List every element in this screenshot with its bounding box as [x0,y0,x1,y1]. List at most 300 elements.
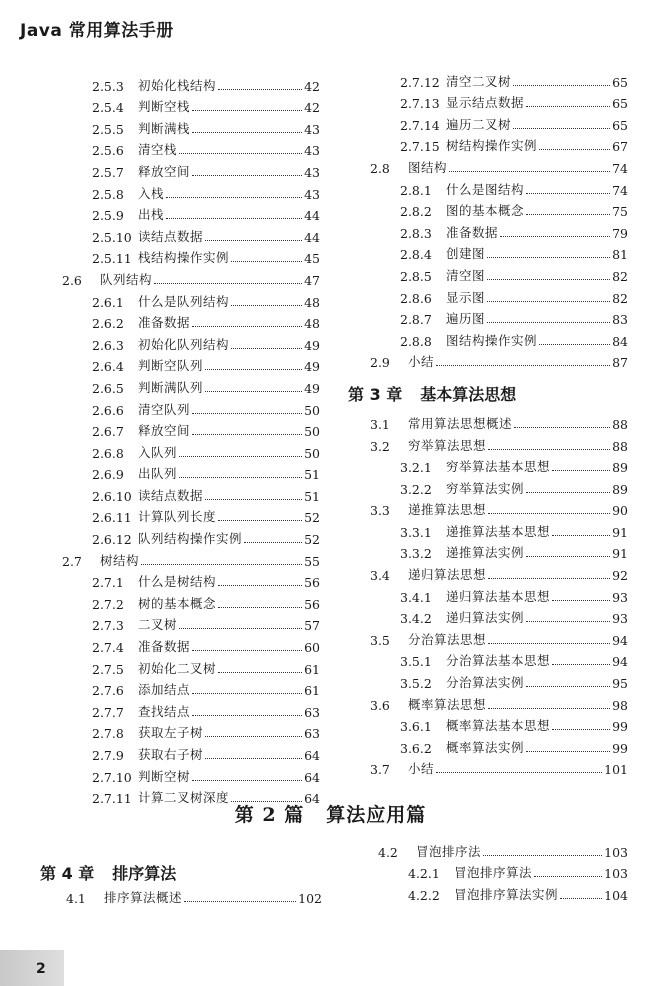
toc-entry-title: 清空栈 [138,142,178,158]
toc-entry-number: 2.5.9 [92,208,124,224]
toc-entry-number: 2.8.5 [400,268,432,284]
toc-entry [370,583,628,605]
toc-entry [370,648,628,670]
toc-entry-title: 入栈 [138,185,165,201]
toc-entry-number: 2.6.8 [92,445,124,461]
toc-entry-title: 递推算法基本思想 [446,523,551,539]
toc-entry-page: 43 [304,121,320,137]
toc-entry [370,756,628,778]
toc-entry [62,418,320,440]
toc-entry-number: 2.7 [62,553,82,569]
toc-entry-number: 2.6.12 [92,532,132,548]
toc-entry-title: 准备数据 [138,639,191,655]
toc-entry-title: 获取左子树 [138,725,204,741]
dot-leader [552,469,610,471]
toc-entry-number: 4.1 [66,890,86,906]
toc-entry-page: 91 [612,524,628,540]
toc-entry-number: 4.2 [378,844,398,860]
toc-entry-number: 2.5.7 [92,164,124,180]
toc-entry [62,158,320,180]
toc-entry-title: 读结点数据 [138,228,204,244]
toc-entry-title: 准备数据 [138,315,191,331]
dot-leader [205,498,302,500]
toc-entry-page: 43 [304,186,320,202]
dot-leader [539,343,610,345]
toc-entry-page: 43 [304,164,320,180]
dot-leader [192,131,302,133]
toc-entry-number: 3.4 [370,568,390,584]
toc-entry-page: 101 [604,762,628,778]
toc-entry-title: 出队列 [138,466,178,482]
dot-leader [154,282,302,284]
dot-leader [244,541,302,543]
dot-leader [218,606,302,608]
toc-entry-title: 初始化栈结构 [138,77,217,93]
toc-entry-number: 3.5.1 [400,654,432,670]
dot-leader [184,900,296,902]
toc-chapter-4-right-list [378,838,628,903]
dot-leader [231,347,302,349]
toc-entry-page: 81 [612,247,628,263]
dot-leader [205,368,302,370]
toc-entry-page: 74 [612,182,628,198]
toc-entry-page: 90 [612,503,628,519]
dot-leader [166,217,302,219]
toc-entry [370,306,628,328]
dot-leader [488,448,610,450]
toc-entry [370,669,628,691]
toc-entry-title: 什么是队列结构 [138,293,230,309]
toc-entry-number: 2.7.8 [92,726,124,742]
toc-entry [370,432,628,454]
toc-entry [370,198,628,220]
toc-entry-page: 93 [612,589,628,605]
dot-leader [179,455,302,457]
toc-entry-number: 2.7.4 [92,640,124,656]
toc-entry-number: 2.6.1 [92,294,124,310]
toc-entry-page: 56 [304,596,320,612]
toc-entry-number: 2.5.6 [92,143,124,159]
toc-entry-number: 2.8.1 [400,182,432,198]
chapter-4-title: 排序算法 [112,863,177,883]
dot-leader [513,127,610,129]
toc-entry-page: 87 [612,355,628,371]
toc-entry-number: 3.3.1 [400,524,432,540]
dot-leader [192,433,302,435]
toc-entry-number: 2.6.7 [92,424,124,440]
toc-entry-title: 添加结点 [138,682,191,698]
toc-entry-title: 递归算法实例 [446,610,525,626]
toc-entry-number: 2.8.8 [400,333,432,349]
toc-entry-page: 92 [612,568,628,584]
dot-leader [526,491,610,493]
toc-entry [370,154,628,176]
chapter-3-label: 第 3 章 [348,384,403,404]
toc-entry-number: 2.6.2 [92,316,124,332]
toc-entry-page: 84 [612,333,628,349]
toc-entry [62,590,320,612]
toc-entry-title: 递推算法实例 [446,545,525,561]
toc-entry-number: 2.7.13 [400,96,440,112]
toc-entry-number: 2.5.5 [92,121,124,137]
toc-entry-page: 64 [304,748,320,763]
toc-entry [62,569,320,591]
toc-entry-number: 2.6.5 [92,380,124,396]
toc-entry-page: 82 [612,290,628,306]
toc-entry-page: 74 [612,160,628,176]
toc-entry-title: 栈结构操作实例 [138,250,230,266]
toc-entry-page: 88 [612,416,628,432]
toc-entry-title: 获取右子树 [138,747,204,762]
toc-entry-number: 2.8.6 [400,290,432,306]
toc-entry [62,612,320,634]
toc-entry-page: 75 [612,204,628,220]
toc-entry [370,410,628,432]
toc-entry-page: 49 [304,337,320,353]
toc-entry-number: 3.7 [370,762,390,778]
toc-entry-page: 50 [304,402,320,418]
toc-entry-page: 61 [304,661,320,677]
dot-leader [166,196,302,198]
dot-leader [231,260,302,262]
chapter-3-title: 基本算法思想 [420,384,517,404]
toc-entry-number: 3.4.2 [400,611,432,627]
toc-entry [62,525,320,547]
toc-entry-title: 显示图 [446,289,486,305]
toc-entry [370,90,628,112]
toc-entry [370,219,628,241]
toc-entry [62,137,320,159]
page-number: 2 [36,961,46,977]
toc-entry-title: 释放空间 [138,163,191,179]
toc-entry-page: 42 [304,100,320,116]
dot-leader [488,577,610,579]
toc-entry [370,241,628,263]
toc-entry-number: 2.8.7 [400,312,432,328]
toc-entry [378,838,628,860]
toc-entry-page: 95 [612,676,628,692]
dot-leader [192,109,302,111]
toc-entry [62,288,320,310]
toc-entry-title: 树结构 [100,552,140,568]
dot-leader [141,563,302,565]
dot-leader [192,692,302,694]
toc-entry-title: 判断满队列 [138,379,204,395]
toc-entry [62,374,320,396]
toc-entry [370,176,628,198]
dot-leader [192,325,302,327]
dot-leader [526,555,610,557]
toc-entry-number: 2.7.2 [92,596,124,612]
toc-entry-title: 小结 [408,354,435,370]
toc-entry-page: 83 [612,312,628,328]
dot-leader [526,620,610,622]
toc-entry-title: 初始化队列结构 [138,336,230,352]
toc-entry-page: 99 [612,740,628,756]
toc-entry [370,475,628,497]
toc-right-column [348,68,628,778]
toc-entry-title: 概率算法思想 [408,696,487,712]
toc-entry [62,741,320,763]
toc-entry-page: 44 [304,208,320,224]
toc-entry-page: 102 [298,890,322,906]
toc-entry-title: 队列结构 [100,271,153,287]
toc-entry-number: 3.6 [370,697,390,713]
toc-entry-page: 67 [612,139,628,155]
toc-entry-title: 队列结构操作实例 [138,531,243,547]
toc-entry-page: 45 [304,251,320,267]
dot-leader [179,476,302,478]
toc-entry-title: 遍历二叉树 [446,116,512,132]
toc-entry-page: 99 [612,719,628,735]
toc-entry-title: 释放空间 [138,423,191,439]
toc-entry-number: 3.6.2 [400,740,432,756]
toc-entry-title: 分治算法基本思想 [446,653,551,669]
toc-entry [62,72,320,94]
toc-entry [66,884,322,906]
toc-entry-page: 48 [304,316,320,332]
toc-entry [378,860,628,882]
toc-entry [370,691,628,713]
dot-leader [526,105,610,107]
toc-entry-page: 64 [304,791,320,807]
toc-entry-number: 2.6 [62,272,82,288]
dot-leader [192,412,302,414]
toc-entry-title: 什么是树结构 [138,574,217,590]
toc-entry-page: 44 [304,229,320,245]
toc-entry-number: 2.9 [370,355,390,371]
toc-entry-title: 穷举算法思想 [408,437,487,453]
toc-entry-number: 2.6.3 [92,337,124,353]
toc-entry-number: 4.2.2 [408,887,440,903]
toc-entry-page: 50 [304,424,320,440]
dot-leader [539,148,610,150]
chapter-3-heading [348,376,628,410]
toc-entry-title: 分治算法实例 [446,675,525,691]
dot-leader [218,671,302,673]
toc-entry-title: 穷举算法实例 [446,480,525,496]
dot-leader [487,321,610,323]
dot-leader [179,152,302,154]
toc-entry-number: 2.5.8 [92,186,124,202]
dot-leader [526,192,610,194]
toc-entry [62,310,320,332]
toc-entry-number: 2.6.10 [92,488,132,504]
toc-entry [370,111,628,133]
toc-entry-number: 3.3.2 [400,546,432,562]
toc-entry-number: 3.2 [370,438,390,454]
dot-leader [526,213,610,215]
toc-entry-page: 65 [612,96,628,112]
dot-leader [218,519,302,521]
toc-entry-number: 4.2.1 [408,866,440,882]
toc-entry [62,677,320,699]
toc-entry-number: 2.8.4 [400,247,432,263]
dot-leader [552,534,610,536]
part-2-label: 第 2 篇 [234,804,305,826]
toc-entry-title: 图结构 [408,159,448,175]
dot-leader [526,750,610,752]
dot-leader [552,728,610,730]
toc-entry-title: 判断空树 [138,768,191,784]
toc-entry-page: 91 [612,546,628,562]
toc-entry-number: 2.8 [370,160,390,176]
toc-entry [370,605,628,627]
toc-entry-page: 98 [612,697,628,713]
toc-entry [370,518,628,540]
dot-leader [192,779,302,781]
toc-entry-page: 49 [304,380,320,396]
toc-entry-title: 概率算法基本思想 [446,718,551,734]
dot-leader [231,304,302,306]
toc-entry [370,284,628,306]
toc-entry [62,698,320,720]
toc-entry-title: 常用算法思想概述 [408,415,513,431]
toc-entry [370,133,628,155]
toc-entry-number: 3.4.1 [400,589,432,605]
toc-entry-title: 递归算法思想 [408,567,487,583]
toc-entry-title: 读结点数据 [138,487,204,503]
toc-entry-page: 64 [304,769,320,785]
toc-entry-title: 创建图 [446,246,486,262]
toc-entry-page: 47 [304,272,320,288]
toc-entry [62,547,320,569]
toc-entry-page: 48 [304,294,320,310]
toc-entry [62,94,320,116]
toc-entry-number: 3.2.2 [400,481,432,497]
toc-entry-title: 入队列 [138,444,178,460]
toc-entry-number: 2.6.6 [92,402,124,418]
toc-entry-title: 初始化二叉树 [138,660,217,676]
dot-leader [552,599,610,601]
toc-entry [370,68,628,90]
toc-entry [62,482,320,504]
toc-entry-number: 2.7.1 [92,575,124,591]
toc-entry-title: 计算队列长度 [138,509,217,525]
toc-entry-number: 3.6.1 [400,719,432,735]
toc-entry [62,353,320,375]
toc-entry [62,180,320,202]
dot-leader [192,649,302,651]
toc-entry-number: 2.7.11 [92,791,132,807]
toc-entry-number: 2.6.4 [92,359,124,375]
toc-entry-number: 2.5.4 [92,100,124,116]
toc-entry-number: 3.2.1 [400,460,432,476]
toc-entry [370,327,628,349]
toc-entry [62,461,320,483]
toc-entry-number: 3.3 [370,503,390,519]
toc-entry-page: 89 [612,481,628,497]
toc-entry-title: 概率算法实例 [446,739,525,755]
dot-leader [436,364,610,366]
toc-entry-page: 56 [304,575,320,591]
dot-leader [179,627,302,629]
toc-entry-title: 冒泡排序算法实例 [454,886,559,902]
toc-entry-number: 3.1 [370,416,390,432]
toc-entry-number: 2.7.12 [400,74,440,90]
toc-entry-number: 2.7.15 [400,139,440,155]
dot-leader [436,771,602,773]
toc-entry-title: 查找结点 [138,703,191,719]
toc-entry-title: 什么是图结构 [446,181,525,197]
toc-entry-title: 显示结点数据 [446,95,525,111]
dot-leader [488,512,610,514]
toc-entry-number: 2.5.3 [92,78,124,94]
toc-entry-page: 65 [612,74,628,90]
toc-entry-page: 61 [304,683,320,699]
toc-entry-title: 排序算法概述 [104,889,183,905]
toc-right-top-list [370,68,628,370]
toc-entry [378,881,628,903]
dot-leader [552,663,610,665]
dot-leader [560,897,602,899]
toc-entry-page: 94 [612,654,628,670]
toc-entry-number: 2.8.3 [400,225,432,241]
toc-entry [62,763,320,785]
toc-entry-title: 计算二叉树深度 [138,790,230,806]
toc-entry-page: 51 [304,467,320,483]
dot-leader [205,239,302,241]
toc-entry-title: 图的基本概念 [446,203,525,219]
part-2-title [0,800,661,827]
toc-entry-page: 60 [304,640,320,656]
toc-entry [62,202,320,224]
toc-entry-number: 2.7.10 [92,769,132,785]
toc-entry-page: 65 [612,117,628,133]
toc-entry-title: 小结 [408,761,435,777]
dot-leader [192,174,302,176]
part-2-name: 算法应用篇 [326,804,427,826]
dot-leader [488,642,610,644]
toc-entry-title: 判断满栈 [138,120,191,136]
toc-entry-title: 清空图 [446,267,486,283]
dot-leader [487,278,610,280]
toc-entry-page: 103 [604,844,628,860]
toc-entry-title: 递推算法思想 [408,502,487,518]
toc-entry [62,633,320,655]
toc-entry-number: 2.7.3 [92,618,124,634]
toc-entry [62,439,320,461]
toc-entry [370,626,628,648]
dot-leader [205,757,302,759]
dot-leader [487,256,610,258]
toc-entry-title: 出栈 [138,207,165,223]
toc-entry-number: 2.7.14 [400,117,440,133]
dot-leader [534,875,602,877]
page-number-tab [0,950,64,986]
toc-entry [62,331,320,353]
dot-leader [218,88,302,90]
toc-entry [62,266,320,288]
toc-entry-page: 94 [612,632,628,648]
toc-entry-title: 遍历图 [446,311,486,327]
toc-entry-title: 树的基本概念 [138,595,217,611]
toc-entry-page: 63 [304,726,320,742]
toc-entry-title: 树结构操作实例 [446,138,538,154]
dot-leader [205,735,302,737]
toc-entry-page: 63 [304,704,320,720]
dot-leader [487,300,610,302]
toc-entry [62,245,320,267]
toc-entry-title: 冒泡排序法 [416,843,482,859]
toc-entry [370,349,628,371]
toc-entry-page: 52 [304,532,320,548]
dot-leader [205,390,302,392]
toc-entry-number: 2.8.2 [400,204,432,220]
toc-entry-title: 穷举算法基本思想 [446,459,551,475]
toc-entry-number: 2.5.11 [92,251,132,267]
toc-entry-title: 图结构操作实例 [446,332,538,348]
